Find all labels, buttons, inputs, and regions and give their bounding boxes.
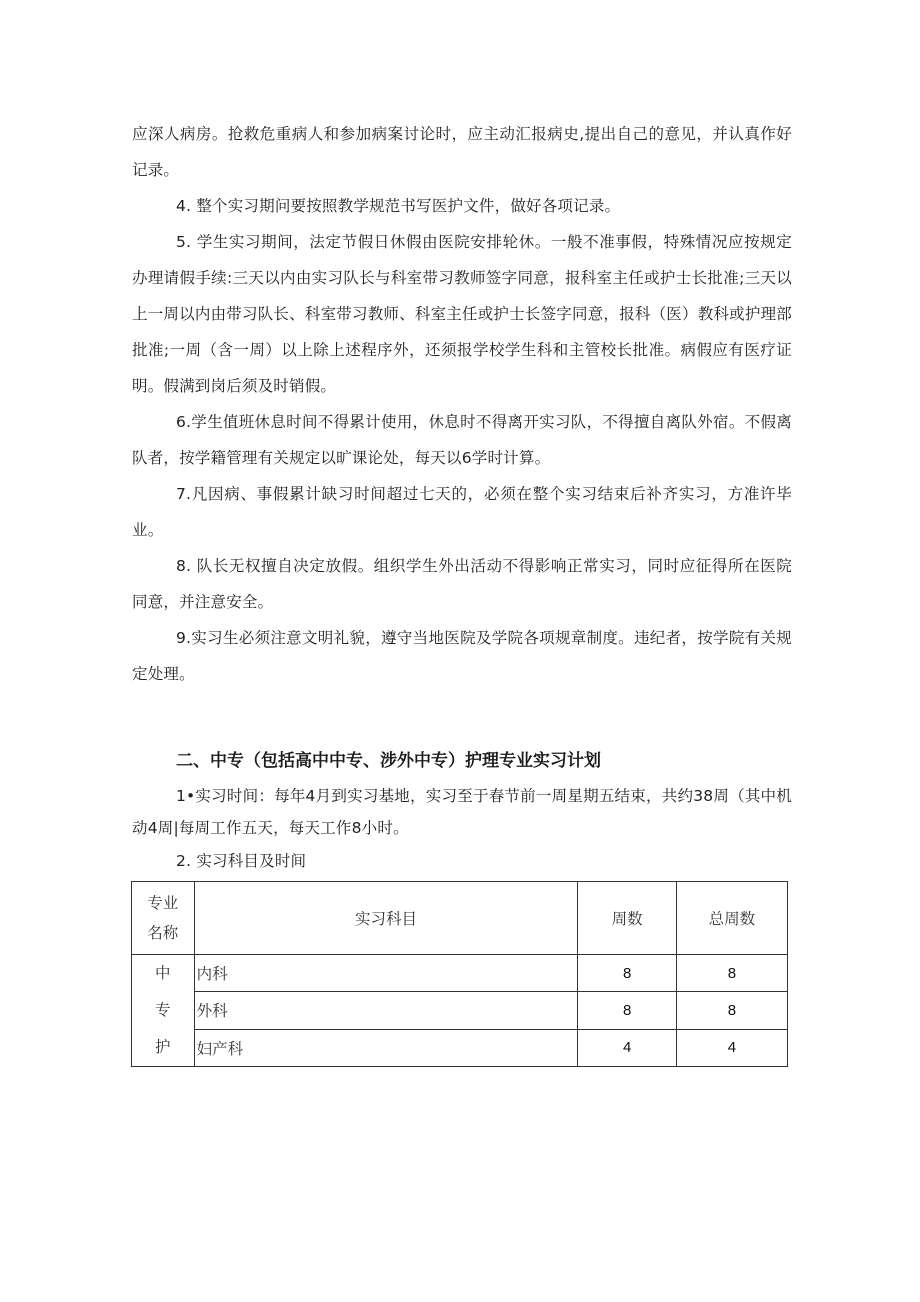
paragraph-rule-9: 9.实习生必须注意文明礼貌，遵守当地医院及学院各项规章制度。违纪者，按学院有关规定处理。 <box>132 629 792 683</box>
header-major-line1: 专业 <box>147 894 179 912</box>
total-cell: 8 <box>676 992 787 1029</box>
paragraph-rule-7: 7.凡因病、事假累计缺习时间超过七天的，必须在整个实习结束后补齐实习，方准许毕业。 <box>132 485 792 539</box>
major-name-cell <box>132 955 195 1067</box>
major-char: 专 <box>155 1001 171 1019</box>
weeks-cell: 4 <box>578 1029 676 1066</box>
paragraph-rule-8: 8. 队长无权擅自决定放假。组织学生外出活动不得影响正常实习，同时应征得所在医院同意，并注意安全。 <box>132 557 792 611</box>
paragraph-rule-4: 4. 整个实习期问要按照教学规范书写医护文件，做好各项记录。 <box>176 197 621 215</box>
paragraph-internship-time: 1•实习时间：每年4月到实习基地，实习至于春节前一周星期五结束，共约38周（其中机动4周|每周工作五天，每天工作8小时。 <box>132 787 792 837</box>
table-row <box>132 955 788 992</box>
total-cell: 8 <box>676 955 787 992</box>
weeks-cell: 8 <box>578 955 676 992</box>
paragraph-rule-6: 6.学生值班休息时间不得累计使用，休息时不得离开实习队，不得擅自离队外宿。不假离队者，按学籍管理有关规定以旷课论处，每天以6学时计算。 <box>132 413 792 467</box>
header-major <box>132 882 195 955</box>
total-cell: 4 <box>676 1029 787 1066</box>
header-weeks: 周数 <box>578 882 676 955</box>
subject-cell: 妇产科 <box>194 1029 578 1066</box>
table-header-row <box>132 882 788 955</box>
internship-table <box>131 881 788 1067</box>
table-row <box>132 992 788 1029</box>
subject-cell: 内科 <box>194 955 578 992</box>
header-subject: 实习科目 <box>194 882 578 955</box>
paragraph-ward-rounds: 应深人病房。抢救危重病人和参加病案讨论时，应主动汇报病史,提出自己的意见，并认真作好记录。 <box>132 125 792 179</box>
table-row <box>132 1029 788 1066</box>
major-char: 中 <box>155 964 171 982</box>
header-total-weeks: 总周数 <box>676 882 787 955</box>
paragraph-rule-5: 5. 学生实习期间，法定节假日休假由医院安排轮休。一般不准事假，特殊情况应按规定办理请假手续:三天以内由实习队长与科室带习教师签字同意，报科室主任或护士长批准;三天以上一周以内由带习队长、科室带习教师、科室主任或护士长签字同意，报科（医）教科或护理部批准;一周（含一周）以上除上述程序外，还须报学校学生科和主管校长批准。病假应有医疗证明。假满到岗后须及时销假。 <box>132 233 792 395</box>
paragraph-subjects-heading: 2. 实习科目及时间 <box>176 852 307 870</box>
weeks-cell: 8 <box>578 992 676 1029</box>
major-char: 护 <box>155 1038 171 1056</box>
subject-cell: 外科 <box>194 992 578 1029</box>
header-major-line2: 名称 <box>147 924 179 942</box>
section-title: 二、中专（包括高中中专、涉外中专）护理专业实习计划 <box>176 751 601 771</box>
